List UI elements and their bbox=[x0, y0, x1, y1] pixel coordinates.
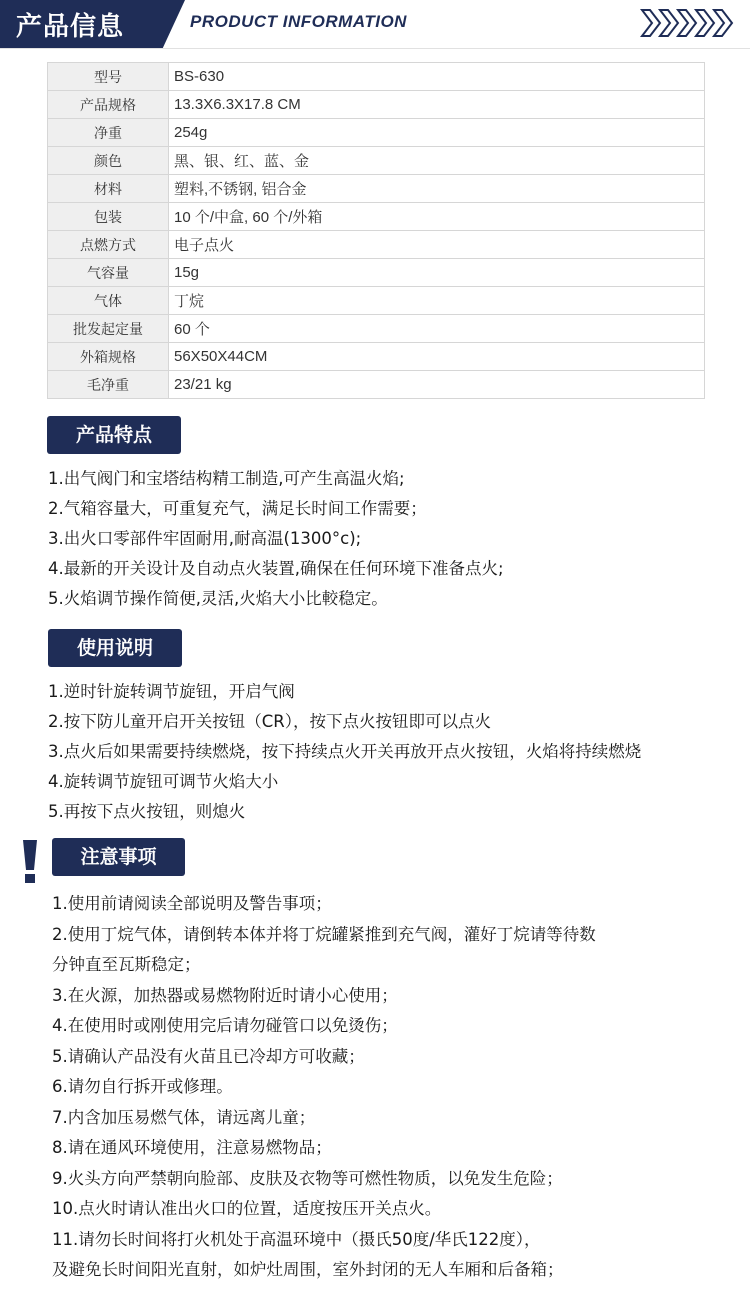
spec-label: 点燃方式 bbox=[48, 231, 169, 259]
spec-value: 254g bbox=[169, 119, 705, 147]
spec-value: 塑料,不锈钢, 铝合金 bbox=[169, 175, 705, 203]
list-item: 2.按下防儿童开启开关按钮（CR），按下点火按钮即可以点火 bbox=[48, 712, 491, 731]
exclamation-icon bbox=[20, 840, 40, 884]
spec-value: 电子点火 bbox=[169, 231, 705, 259]
spec-label: 材料 bbox=[48, 175, 169, 203]
features-heading: 产品特点 bbox=[47, 416, 181, 454]
list-item: 4.旋转调节旋钮可调节火焰大小 bbox=[48, 772, 279, 791]
list-item: 1.出气阀门和宝塔结构精工制造,可产生高温火焰; bbox=[48, 469, 405, 488]
table-row bbox=[48, 371, 705, 399]
instructions-heading: 使用说明 bbox=[48, 629, 182, 667]
list-item: 3.出火口零部件牢固耐用,耐高温(1300°c); bbox=[48, 529, 362, 548]
spec-value: 10 个/中盒, 60 个/外箱 bbox=[169, 203, 705, 231]
table-row bbox=[48, 63, 705, 91]
spec-value: 13.3X6.3X17.8 CM bbox=[169, 91, 705, 119]
header-banner bbox=[0, 0, 750, 48]
page-subtitle: PRODUCT INFORMATION bbox=[190, 12, 407, 31]
list-item: 7.内含加压易燃气体，请远离儿童； bbox=[52, 1107, 316, 1127]
list-item: 6.请勿自行拆开或修理。 bbox=[52, 1077, 233, 1096]
spec-label: 型号 bbox=[48, 63, 169, 91]
spec-label: 外箱规格 bbox=[48, 343, 169, 371]
instructions-list bbox=[48, 677, 641, 827]
cautions-list bbox=[52, 889, 596, 1286]
list-item: 5.火焰调节操作简便,灵活,火焰大小比較稳定。 bbox=[48, 589, 388, 608]
spec-label: 颜色 bbox=[48, 147, 169, 175]
table-row bbox=[48, 287, 705, 315]
list-item: 1.逆时针旋转调节旋钮，开启气阀 bbox=[48, 682, 295, 701]
list-item: 5.请确认产品没有火苗且已冷却方可收藏； bbox=[52, 1046, 365, 1066]
table-row bbox=[48, 203, 705, 231]
spec-label: 气体 bbox=[48, 287, 169, 315]
spec-label: 产品规格 bbox=[48, 91, 169, 119]
spec-table bbox=[47, 62, 705, 399]
list-item: 2.气箱容量大，可重复充气，满足长时间工作需要； bbox=[48, 499, 427, 518]
spec-value: BS-630 bbox=[169, 63, 705, 91]
spec-value: 丁烷 bbox=[169, 287, 705, 315]
list-item: 3.在火源，加热器或易燃物附近时请小心使用； bbox=[52, 985, 398, 1005]
list-item: 5.再按下点火按钮，则熄火 bbox=[48, 802, 246, 821]
table-row bbox=[48, 119, 705, 147]
table-row bbox=[48, 315, 705, 343]
spec-value: 60 个 bbox=[169, 315, 705, 343]
spec-label: 毛净重 bbox=[48, 371, 169, 399]
table-row bbox=[48, 343, 705, 371]
list-item: 4.在使用时或刚使用完后请勿碰管口以免烫伤； bbox=[52, 1016, 398, 1035]
table-row bbox=[48, 175, 705, 203]
list-item: 9.火头方向严禁朝向脸部、皮肤及衣物等可燃性物质，以免发生危险； bbox=[52, 1168, 563, 1188]
table-row bbox=[48, 259, 705, 287]
cautions-heading: 注意事项 bbox=[52, 838, 185, 876]
list-item: 分钟直至瓦斯稳定； bbox=[52, 955, 201, 974]
spec-label: 批发起定量 bbox=[48, 315, 169, 343]
chevrons-right-icon bbox=[640, 6, 735, 40]
spec-value: 15g bbox=[169, 259, 705, 287]
spec-label: 净重 bbox=[48, 119, 169, 147]
table-row bbox=[48, 231, 705, 259]
spec-value: 23/21 kg bbox=[169, 371, 705, 399]
table-row bbox=[48, 91, 705, 119]
list-item: 8.请在通风环境使用，注意易燃物品； bbox=[52, 1138, 332, 1157]
page-title: 产品信息 bbox=[16, 12, 125, 42]
list-item: 3.点火后如果需要持续燃烧，按下持续点火开关再放开点火按钮，火焰将持续燃烧 bbox=[48, 742, 642, 761]
spec-label: 气容量 bbox=[48, 259, 169, 287]
list-item: 4.最新的开关设计及自动点火装置,确保在任何环境下准备点火; bbox=[48, 559, 504, 578]
spec-value: 56X50X44CM bbox=[169, 343, 705, 371]
list-item: 及避免长时间阳光直射，如炉灶周围，室外封闭的无人车厢和后备箱； bbox=[52, 1260, 564, 1279]
list-item: 2.使用丁烷气体，请倒转本体并将丁烷罐紧推到充气阀，灌好丁烷请等待数 bbox=[52, 924, 596, 944]
list-item: 10.点火时请认准出火口的位置，适度按压开关点火。 bbox=[52, 1199, 442, 1218]
list-item: 11.请勿长时间将打火机处于高温环境中（摄氏50度/华氏122度）， bbox=[52, 1229, 541, 1249]
spec-label: 包装 bbox=[48, 203, 169, 231]
table-row bbox=[48, 147, 705, 175]
header-divider bbox=[0, 48, 750, 49]
spec-value: 黑、银、红、蓝、金 bbox=[169, 147, 705, 175]
features-list bbox=[48, 464, 504, 614]
list-item: 1.使用前请阅读全部说明及警告事项； bbox=[52, 894, 332, 913]
